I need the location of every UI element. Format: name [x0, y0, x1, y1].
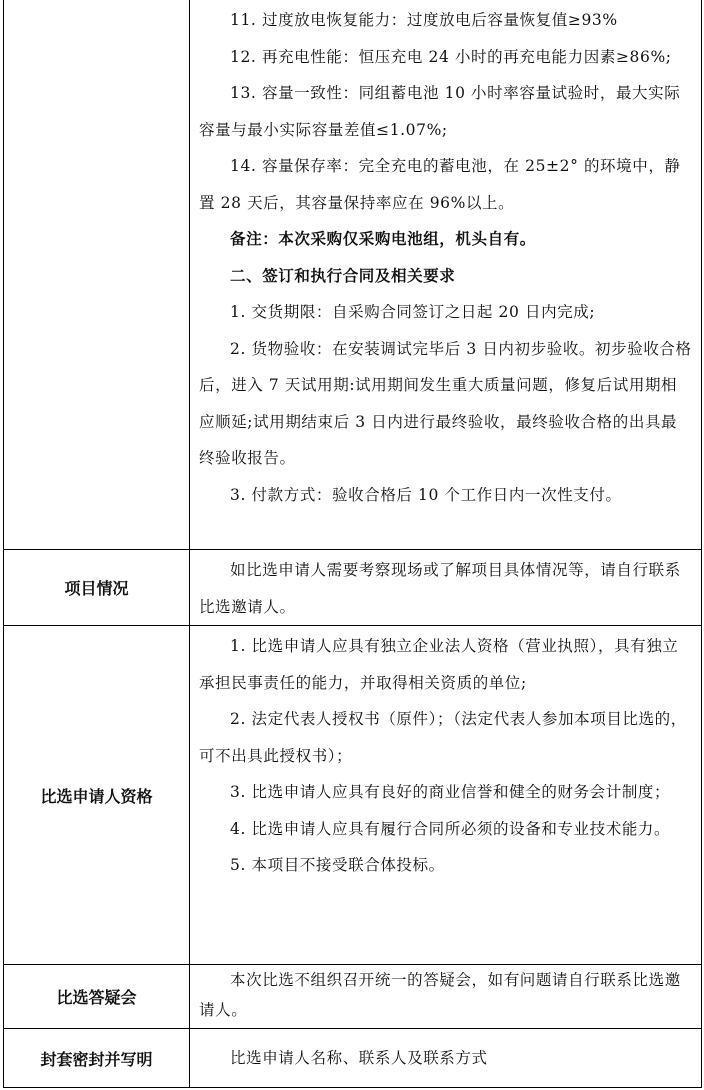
requirements-label-cell [4, 0, 190, 549]
section-title: 二、签订和执行合同及相关要求 [230, 266, 456, 285]
contract-delivery: 1. 交货期限：自采购合同签订之日起 20 日内完成; [230, 303, 596, 321]
qualification-item-1: 1. 比选申请人应具有独立企业法人资格（营业执照），具有独立承担民事责任的能力，并取得相关资质的单位; [199, 637, 679, 692]
document-table [3, 0, 702, 1088]
qualification-label: 比选申请人资格 [4, 626, 190, 964]
qualification-item-3: 3. 比选申请人应具有良好的商业信誉和健全的财务会计制度； [230, 783, 671, 801]
qa-content-cell [191, 965, 696, 1028]
project-content-cell [191, 550, 696, 625]
seal-content-cell [191, 1029, 696, 1087]
seal-text: 比选申请人名称、联系人及联系方式 [230, 1048, 488, 1067]
contract-acceptance: 2. 货物验收：在安装调试完毕后 3 日内初步验收。初步验收合格后，进入 7 天试用期:试用期间发生重大质量问题，修复后试用期相应顺延;试用期结束后 3 日内进行最终验收，最终验收合格的出具最终验收报告。 [199, 339, 692, 467]
qualification-content-cell [191, 626, 696, 964]
note: 备注：本次采购仅采购电池组，机头自有。 [230, 230, 536, 248]
contract-payment: 3. 付款方式：验收合格后 10 个工作日内一次性支付。 [230, 485, 622, 504]
project-text: 如比选申请人需要考察现场或了解项目具体情况等，请自行联系比选邀请人。 [199, 561, 681, 616]
qualification-row [4, 626, 701, 965]
qualification-item-4: 4. 比选申请人应具有履行合同所必须的设备和专业技术能力。 [230, 819, 671, 838]
requirement-12: 12. 再充电性能：恒压充电 24 小时的再充电能力因素≥86%; [230, 47, 672, 66]
seal-row [4, 1029, 701, 1088]
qa-row [4, 965, 701, 1029]
requirement-11: 11. 过度放电恢复能力：过度放电后容量恢复值≥93% [230, 11, 618, 29]
requirement-13: 13. 容量一致性：同组蓄电池 10 小时率容量试验时，最大实际容量与最小实际容量差值≤1.07%; [199, 84, 681, 139]
requirement-14: 14. 容量保存率：完全充电的蓄电池，在 25±2° 的环境中，静置 28 天后，其容量保持率应在 96%以上。 [199, 157, 681, 212]
qa-label: 比选答疑会 [4, 965, 190, 1028]
qualification-item-2: 2. 法定代表人授权书（原件）；（法定代表人参加本项目比选的，可不出具此授权书）； [199, 710, 687, 765]
requirements-row [4, 0, 701, 550]
qa-text: 本次比选不组织召开统一的答疑会，如有问题请自行联系比选邀请人。 [199, 971, 681, 1019]
project-row [4, 550, 701, 626]
seal-label: 封套密封并写明 [4, 1029, 190, 1087]
project-label: 项目情况 [4, 550, 190, 625]
requirements-content-cell [191, 0, 696, 549]
qualification-item-5: 5. 本项目不接受联合体投标。 [230, 856, 445, 874]
